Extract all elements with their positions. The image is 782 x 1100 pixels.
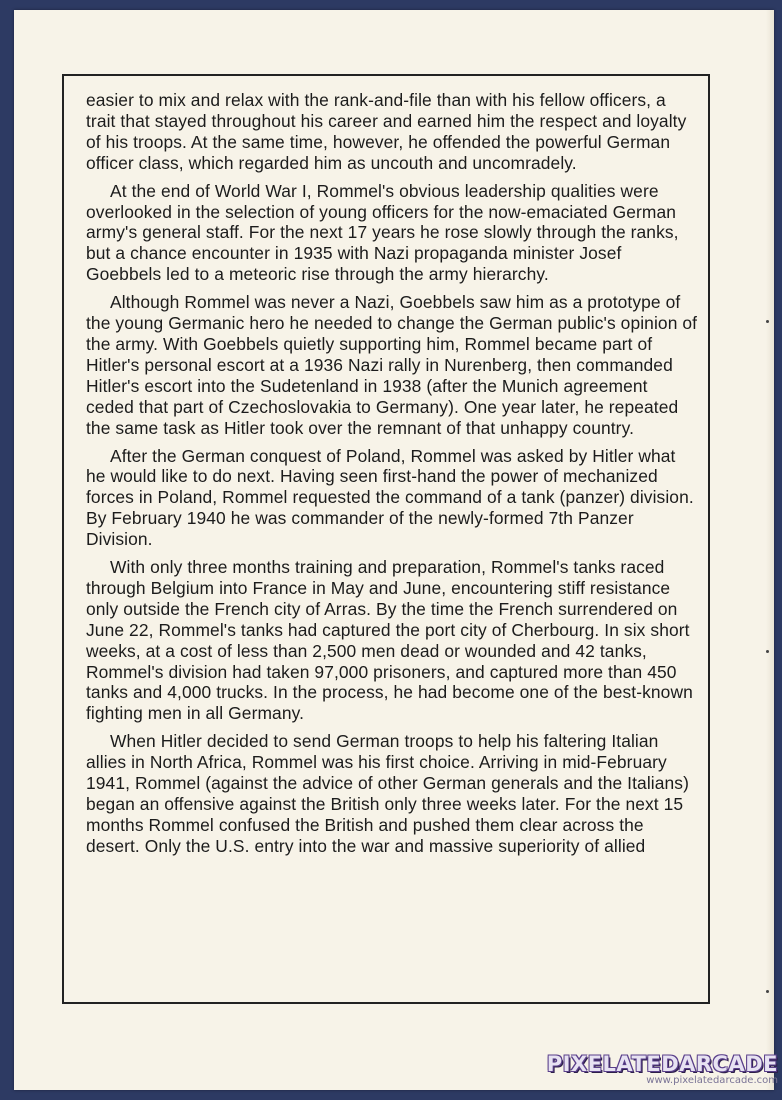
watermark-logo: PIXELATEDARCADE: [546, 1052, 778, 1076]
bleed-mark: [766, 320, 769, 323]
paragraph: easier to mix and relax with the rank-and-file than with his fellow officers, a trait that stayed throughout his career and earned him the respect and loyalty of his troops. At the same time, however, he offended the powerful German officer class, which regarded him as uncouth and uncomradely.: [86, 90, 687, 173]
paragraph: After the German conquest of Poland, Rommel was asked by Hitler what he would like to do next. Having seen first-hand the power of mechanized forces in Poland, Rommel requested the command of a tank (panzer) division. By February 1940 he was commander of the newly-formed 7th Panzer Division.: [86, 445, 694, 550]
watermark-url: www.pixelatedarcade.com: [646, 1075, 778, 1086]
paragraph: At the end of World War I, Rommel's obvious leadership qualities were overlooked in the selection of young officers for the now-emaciated German army's general staff. For the next 17 years he rose slowly through the ranks, but a chance encounter in 1935 with Nazi propaganda minister Josef Goebbels led to a meteoric rise through the army hierarchy.: [86, 180, 679, 285]
paragraph: With only three months training and preparation, Rommel's tanks raced through Belgium into France in May and June, encountering stiff resistance only outside the French city of Arras. By the time the French surrendered on June 22, Rommel's tanks had captured the port city of Cherbourg. In six short weeks, at a cost of less than 2,500 men dead or wounded and 42 tanks, Rommel's division had taken 97,000 prisoners, and captured more than 450 tanks and 4,000 trucks. In the process, he had become one of the best-known fighting men in all Germany.: [86, 557, 693, 724]
bleed-mark: [766, 650, 769, 653]
paragraph: Although Rommel was never a Nazi, Goebbels saw him as a prototype of the young Germanic hero he needed to change the German public's opinion of the army. With Goebbels quietly supporting him, Rommel became part of Hitler's personal escort at a 1936 Nazi rally in Nurenberg, then commanded Hitler's escort into the Sudetenland in 1938 (after the Munich agreement ceded that part of Czechoslovakia to Germany). One year later, he repeated the same task as Hitler took over the remnant of that unhappy country.: [86, 292, 698, 438]
watermark: [547, 1052, 778, 1086]
page-edge: [766, 10, 774, 1090]
paragraph: When Hitler decided to send German troops to help his faltering Italian allies in North Africa, Rommel was his first choice. Arriving in mid-February 1941, Rommel (against the advice of other German generals and the Italians) began an offensive against the British only three weeks later. For the next 15 months Rommel confused the British and pushed them clear across the desert. Only the U.S. entry into the war and massive superiority of allied: [86, 731, 689, 856]
bleed-mark: [766, 990, 769, 993]
article-body: [86, 90, 698, 864]
